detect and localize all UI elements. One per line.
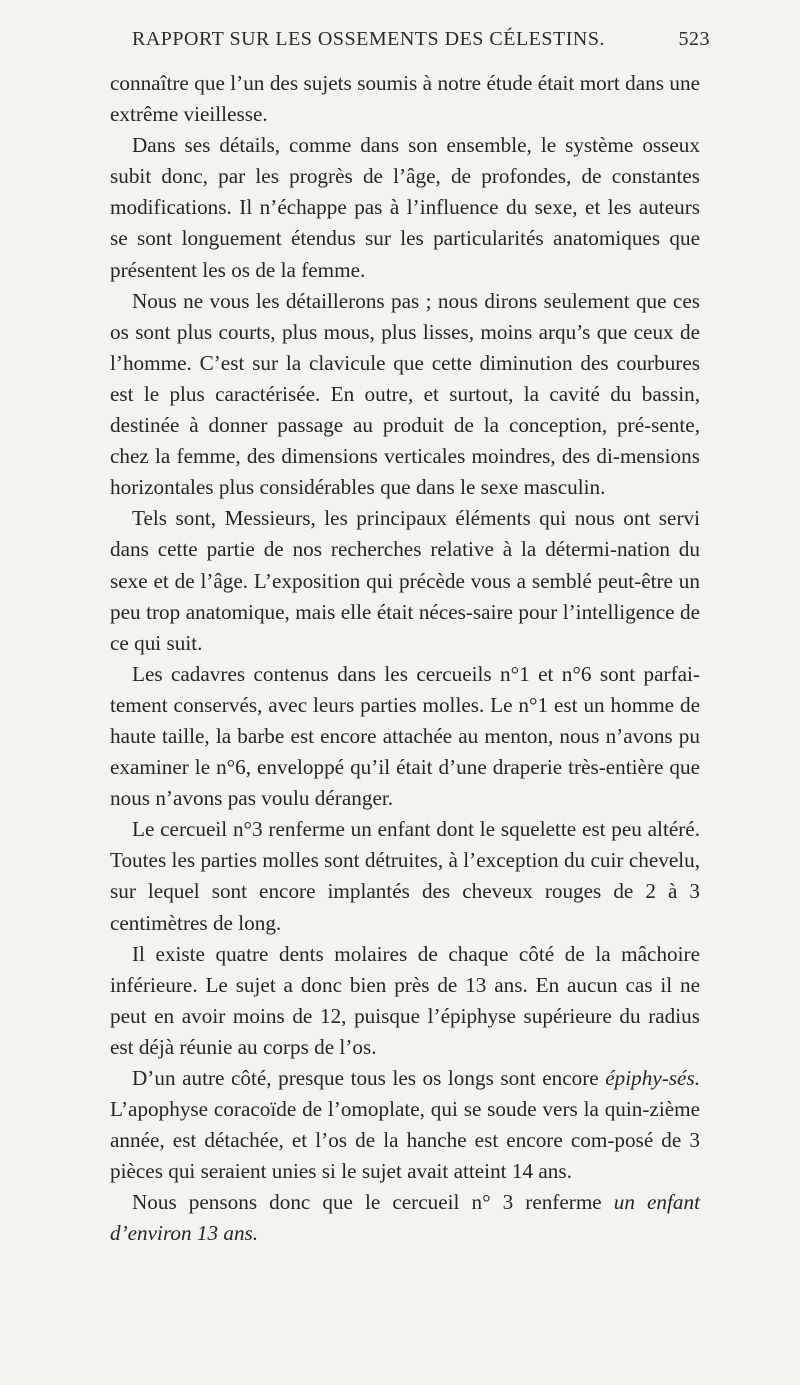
paragraph-3: Nous ne vous les détaillerons pas ; nous dirons seulement que ces os sont plus courts, plus mous, plus lisses, moins arqu’s que ceux de l’homme. C’est sur la clavicule que cette diminution des courbures est le plus caractérisée. En outre, et surtout, la cavité du bassin, destinée à donner passage au produit de la conception, pré-sente, chez la femme, des dimensions verticales moindres, des di-mensions horizontales plus considérables que dans le sexe masculin.: [110, 288, 700, 500]
paragraph-9-text-before: Nous pensons donc que le cercueil n° 3 renferme: [132, 1190, 614, 1215]
paragraph-1: connaître que l’un des sujets soumis à notre étude était mort dans une extrême vieillesse.: [110, 71, 700, 127]
paragraph-9: [110, 1187, 700, 1249]
paragraph-8-italic: épiphy-sés.: [605, 1066, 700, 1090]
page-number: 523: [678, 28, 710, 50]
paragraph-9-italic: un enfant d’environ 13 ans.: [110, 1190, 700, 1246]
paragraph-8: [110, 1063, 700, 1187]
paragraph-4: Tels sont, Messieurs, les principaux éléments qui nous ont servi dans cette partie de nos recherches relative à la détermi-nation du sexe et de l’âge. L’exposition qui précède vous a semblé peut-être un peu trop anatomique, mais elle était néces-saire pour l’intelligence de ce qui suit.: [110, 506, 700, 655]
body-text: [110, 68, 700, 1250]
running-head: [132, 28, 710, 56]
running-title: RAPPORT SUR LES OSSEMENTS DES CÉLESTINS.: [132, 28, 605, 50]
paragraph-8-text-before: D’un autre côté, presque tous les os longs sont encore: [132, 1066, 606, 1090]
paragraph-2: Dans ses détails, comme dans son ensemble, le système osseux subit donc, par les progrès de l’âge, de profondes, de constantes modifications. Il n’échappe pas à l’influence du sexe, et les auteurs se sont longuement étendus sur les particularités anatomiques que présentent les os de la femme.: [110, 133, 700, 282]
paragraph-5: Les cadavres contenus dans les cercueils n°1 et n°6 sont parfai-tement conservés, avec leurs parties molles. Le n°1 est un homme de haute taille, la barbe est encore attachée au menton, nous n’avons pu examiner le n°6, enveloppé qu’il était d’une draperie très-entière que nous n’avons pas voulu déranger.: [110, 661, 700, 811]
paragraph-8-text-after: L’apophyse coracoïde de l’omoplate, qui se soude vers la quin-zième année, est détachée, et l’os de la hanche est encore com-posé de 3 pièces qui seraient unies si le sujet avait atteint 14 ans.: [110, 1097, 700, 1184]
paragraph-6: Le cercueil n°3 renferme un enfant dont le squelette est peu altéré. Toutes les parties molles sont détruites, à l’exception du cuir chevelu, sur lequel sont encore implantés des cheveux rouges de 2 à 3 centimètres de long.: [110, 817, 700, 935]
paragraph-7: Il existe quatre dents molaires de chaque côté de la mâchoire inférieure. Le sujet a donc bien près de 13 ans. En aucun cas il ne peut en avoir moins de 12, puisque l’épiphyse supérieure du radius est déjà réunie au corps de l’os.: [110, 941, 700, 1059]
